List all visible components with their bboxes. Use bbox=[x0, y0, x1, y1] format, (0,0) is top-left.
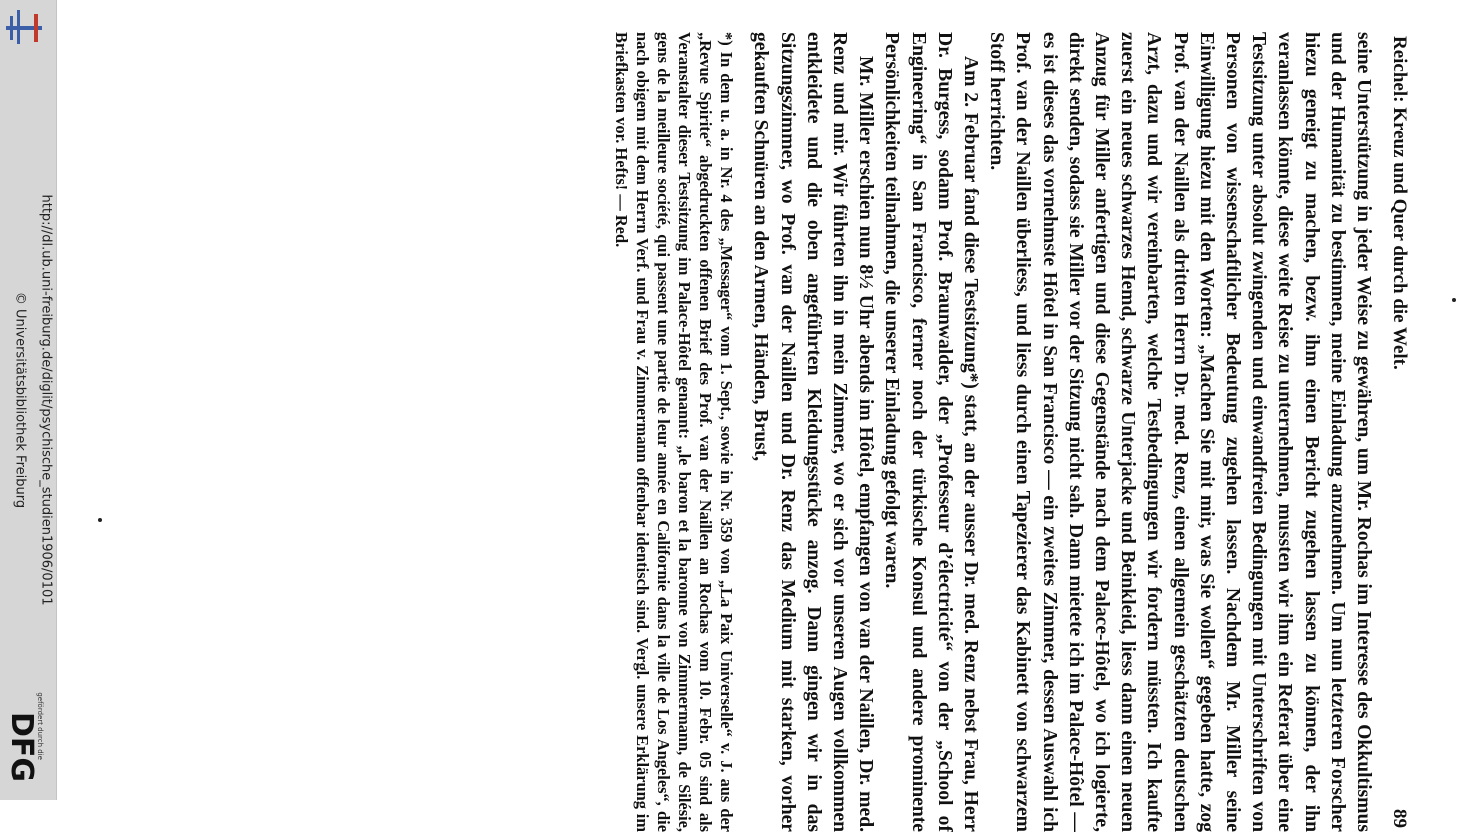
library-logo-icon bbox=[4, 6, 52, 50]
footnote: *) In dem u. a. in Nr. 4 des „Messager“ vom 1. Sept., sowie in Nr. 359 von „La Paix Universelle“ v. J. aus der „Revue Spirite“ abgedruckten offenen Brief des Prof. van der Naillen an Rochas vom 10. Febr. 05 sind als Veranstalter dieser Testsitzung im Palace-Hôtel genannt: „le baron et la baronne von Zimmermann, de Silésie, gens de la meilleure société, qui passent une partie de leur année en Californie dans la ville de Los Angeles“, die nach obigem mit dem Herrn Verf. und Frau v. Zimmermann offenbar identisch sind. Vergl. unsere Erklärung im Briefkasten vor. Hefts! — Red. bbox=[612, 32, 737, 832]
scan-speck bbox=[98, 518, 102, 522]
viewer-sidebar bbox=[0, 0, 57, 800]
source-url-link[interactable]: http://dl.ub.uni-freiburg.de/diglit/psychische_studien1906/0101 bbox=[38, 194, 54, 606]
paragraph: seine Unterstützung in jeder Weise zu gewähren, um Mr. Rochas im Interesse des Okkultismus und der Humanität zu bestimmen, meine Einladung anzunehmen. Um nun letzteren Forscher hiezu geneigt zu machen, bezw. ihm einen Bericht zugehen lassen zu können, der ihn veranlassen könnte, diese weite Reise zu unternehmen, mussten wir ihm ein Referat über eine Testsitzung unter absolut zwingenden und einwandfreien Bedingungen mit Unterschriften von Personen von wissenschaftlicher Bedeutung zugehen lassen. Nachdem Mr. Miller seine Einwilligung hiezu mit den Worten: „Machen Sie mit mir, was Sie wollen“ gegeben hatte, zog Prof. van der Naillen als dritten Herrn Dr. med. Renz, einen allgemein geschätzten deutschen Arzt, dazu und wir vereinbarten, welche Testbedingungen wir fordern müssten. Ich kaufte zuerst ein neues schwarzes Hemd, schwarze Unterjacke und Beinkleid, liess dann einen neuen Anzug für Miller anfertigen und diese Gegenstände nach dem Palace-Hôtel, wo ich logierte, direkt senden, sodass sie Miller vor der Sitzung nicht sah. Dann mietete ich im Palace-Hôtel — es ist dieses das vornehmste Hôtel in San Francisco — ein zweites Zimmer, dessen Auswahl ich Prof. van der Naillen überliess, und liess durch einen Tapezierer das Kabinett von schwarzem Stoff herrichten. bbox=[986, 32, 1374, 832]
document-page bbox=[180, 32, 1410, 832]
paragraph: Am 2. Februar fand diese Testsitzung*) statt, an der ausser Dr. med. Renz nebst Frau, Herr Dr. Burgess, sodann Prof. Braunwalder, der „Professeur d’électricité“ von der „School of Engineering“ in San Francisco, ferner noch der türkische Konsul und andere prominente Persönlichkeiten teilnahmen, die unserer Einladung gefolgt waren. bbox=[881, 32, 981, 832]
page-number: 89 bbox=[1389, 809, 1410, 828]
scan-speck bbox=[1452, 298, 1456, 302]
paragraph: Mr. Miller erschien nun 8½ Uhr abends im Hôtel, empfangen von van der Naillen, Dr. med. Renz und mir. Wir führten ihn in mein Zimmer, wo er sich vor unseren Augen vollkommen entkleidete und die oben angeführten Kleidungsstücke anzog. Dann gingen wir in das Sitzungszimmer, wo Prof. van der Naillen und Dr. Renz das Medium mit starken, vorher gekauften Schnüren an den Armen, Händen, Brust, bbox=[750, 32, 877, 832]
running-head-title: Reichel: Kreuz und Quer durch die Welt. bbox=[1389, 36, 1410, 370]
dfg-logo-text: DFG bbox=[4, 712, 39, 783]
running-head bbox=[1376, 32, 1410, 832]
funding-note: gefördert durch die bbox=[36, 692, 44, 760]
dfg-logo-icon bbox=[4, 708, 44, 792]
copyright-notice: © Universitätsbibliothek Freiburg bbox=[12, 291, 28, 509]
body-text bbox=[747, 32, 1376, 832]
